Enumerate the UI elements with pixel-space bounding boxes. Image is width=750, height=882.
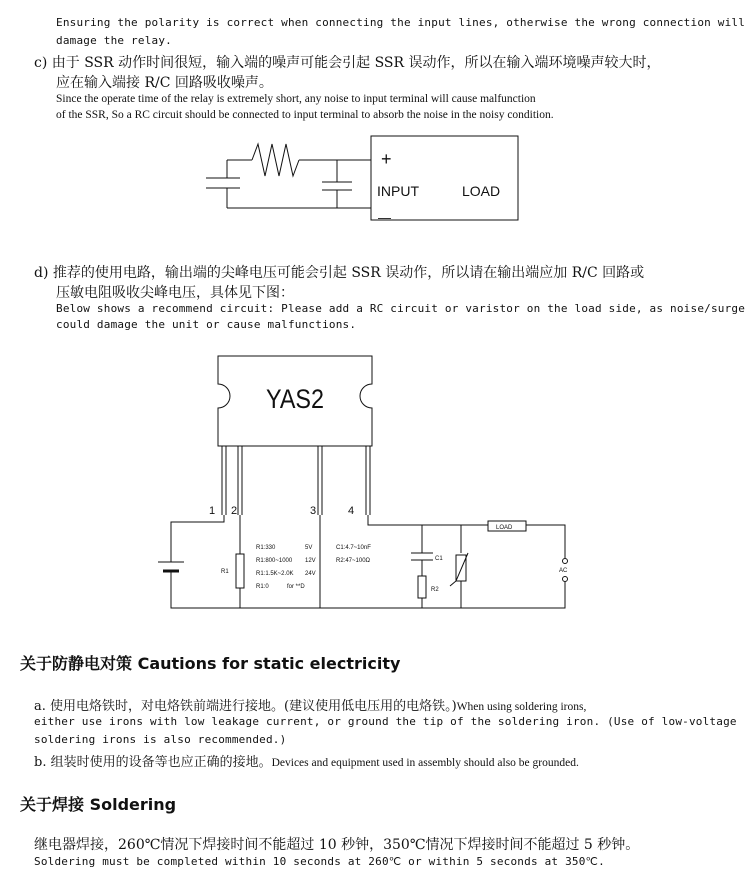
output-top-wire xyxy=(368,515,488,525)
section-c-cn-line1: c) 由于 SSR 动作时间很短，输入端的噪声可能会引起 SSR 误动作，所以在输入端环境噪声较大时， xyxy=(34,55,661,71)
r1-volt-12v: 12V xyxy=(305,558,316,564)
soldering-cn: 继电器焊接，260℃情况下焊接时间不能超过 10 秒钟，350℃情况下焊接时间不能超过 5 秒钟。 xyxy=(34,837,640,853)
r1-volt-24v: 24V xyxy=(305,571,316,577)
static-a-line2: either use irons with low leakage current, or ground the tip of the soldering iron. (Use of low-voltage xyxy=(34,715,737,728)
r1-spec-5v: R1:330 xyxy=(256,545,276,551)
static-a-line1 xyxy=(34,695,586,715)
static-a-cn: a. 使用电烙铁时，对电烙铁前端进行接地。(建议使用低电压用的电烙铁。) xyxy=(34,699,457,714)
r1-spec-d: R1:0 xyxy=(256,584,269,590)
soldering-en: Soldering must be completed within 10 seconds at 260℃ or within 5 seconds at 350℃. xyxy=(34,855,605,868)
r1-label: R1 xyxy=(221,569,229,575)
pin-2-label: 2 xyxy=(231,505,238,517)
yas2-recommended-circuit xyxy=(0,350,750,620)
load-label: LOAD xyxy=(462,183,501,199)
static-a-line3: soldering irons is also recommended.) xyxy=(34,733,287,746)
ac-terminal-bottom xyxy=(563,577,568,582)
r2-label: R2 xyxy=(431,587,439,593)
soldering-heading: 关于焊接 Soldering xyxy=(20,795,177,814)
static-a-en: When using soldering irons, xyxy=(456,701,587,713)
section-d-en-line1: Below shows a recommend circuit: Please add a RC circuit or varistor on the load side, as noise/surge xyxy=(56,302,746,315)
r1-resistor xyxy=(236,554,244,588)
section-d-cn-line1: d) 推荐的使用电路，输出端的尖峰电压可能会引起 SSR 误动作，所以请在输出端应加 R/C 回路或 xyxy=(34,265,645,281)
polarity-note-line1: Ensuring the polarity is correct when connecting the input lines, otherwise the wrong connection will xyxy=(56,16,746,29)
input-loop-wire xyxy=(171,515,224,562)
pin-1-label: 1 xyxy=(209,505,216,517)
section-d-cn-line2: 压敏电阻吸收尖峰电压，具体见下图： xyxy=(56,285,294,301)
pin-3-label: 3 xyxy=(310,505,317,517)
load-label-box: LOAD xyxy=(496,525,513,531)
r1-spec-12v: R1:800~1000 xyxy=(256,558,293,564)
c1-spec: C1:4.7~10nF xyxy=(336,545,371,551)
section-d-en-line2: could damage the unit or cause malfunctions. xyxy=(56,318,357,331)
static-b-line xyxy=(34,751,579,771)
r2-resistor xyxy=(418,576,426,598)
input-label: INPUT xyxy=(377,183,419,199)
polarity-note-line2: damage the relay. xyxy=(56,34,172,47)
section-c-en-line2: of the SSR, So a RC circuit should be connected to input terminal to absorb the noise in the noisy condition. xyxy=(56,109,554,121)
ac-terminal-top xyxy=(563,559,568,564)
r1-spec-24v: R1:1.5K~2.0K xyxy=(256,571,294,577)
input-minus-sign: — xyxy=(378,210,391,225)
pin-4-label: 4 xyxy=(348,505,355,517)
ssr-block xyxy=(371,136,518,220)
input-plus-sign: + xyxy=(381,149,392,169)
static-heading: 关于防静电对策 Cautions for static electricity xyxy=(20,654,401,673)
c1-label: C1 xyxy=(435,556,443,562)
r2-spec: R2:47~100Ω xyxy=(336,558,371,564)
static-b-cn: b. 组装时使用的设备等也应正确的接地。 xyxy=(34,755,272,770)
ac-label: AC xyxy=(559,568,568,574)
section-c-cn-line2: 应在输入端接 R/C 回路吸收噪声。 xyxy=(56,75,273,91)
section-c-en-line1: Since the operate time of the relay is extremely short, any noise to input terminal will cause malfunction xyxy=(56,93,536,105)
rc-input-circuit-diagram xyxy=(0,130,750,240)
rc-resistor xyxy=(252,144,299,176)
yas2-model-label: YAS2 xyxy=(266,384,324,414)
static-b-en: Devices and equipment used in assembly should also be grounded. xyxy=(271,757,579,769)
r1-volt-d: for **D xyxy=(287,584,305,590)
r1-volt-5v: 5V xyxy=(305,545,313,551)
